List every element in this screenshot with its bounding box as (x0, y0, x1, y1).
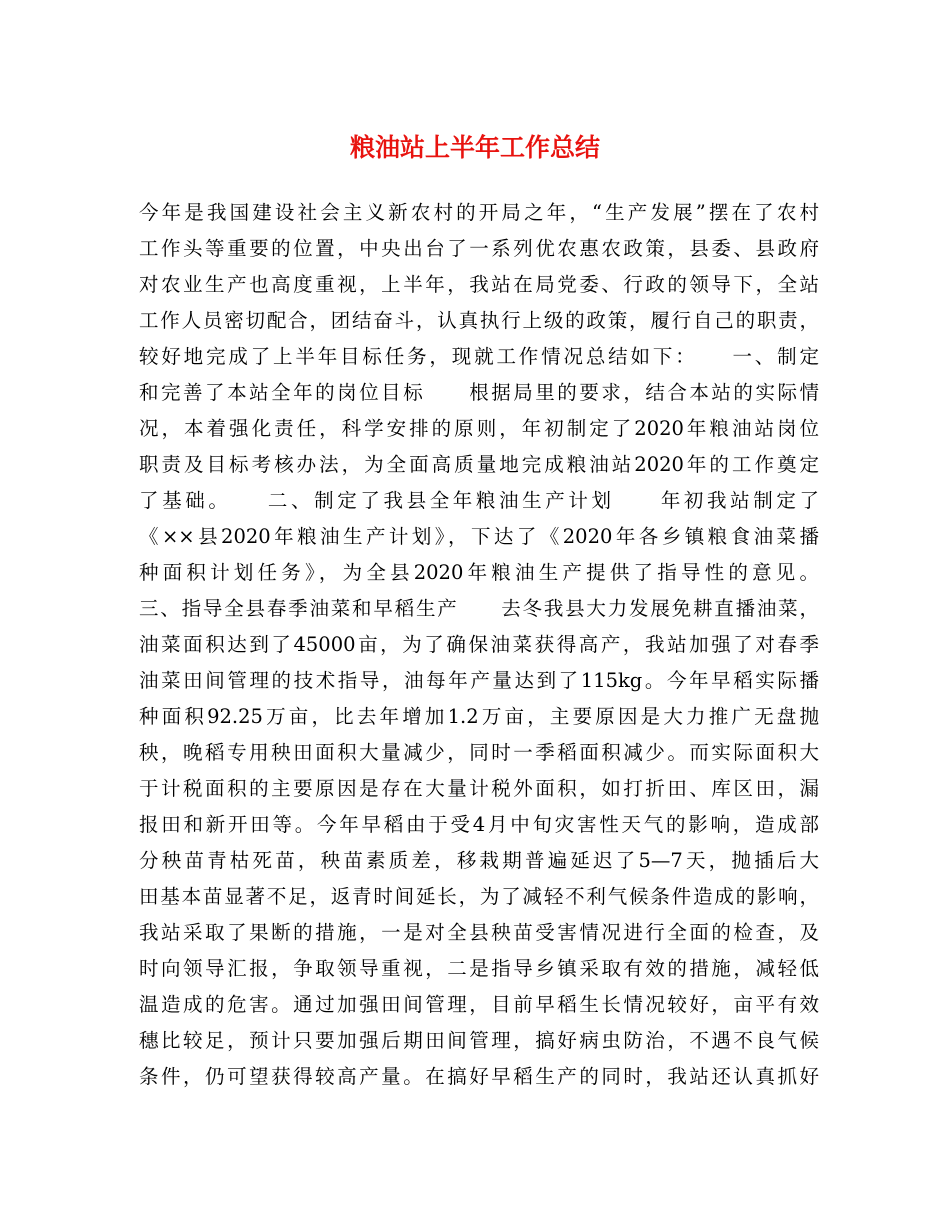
body-line: 工作头等重要的位置，中央出台了一系列优农惠农政策，县委、县政府 (139, 237, 819, 260)
body-line: 报田和新开田等。今年早稻由于受4月中旬灾害性天气的影响，造成部 (139, 813, 819, 836)
body-line: 较好地完成了上半年目标任务，现就工作情况总结如下： 一、制定 (139, 345, 819, 368)
body-line: 穗比较足，预计只要加强后期田间管理，搞好病虫防治，不遇不良气候 (139, 1029, 819, 1052)
body-line: 《××县2020年粮油生产计划》，下达了《2020年各乡镇粮食油菜播 (139, 525, 819, 548)
body-line: 种面积92.25万亩，比去年增加1.2万亩，主要原因是大力推广无盘抛 (139, 705, 819, 728)
body-line: 职责及目标考核办法，为全面高质量地完成粮油站2020年的工作奠定 (139, 453, 819, 476)
body-line: 种面积计划任务》，为全县2020年粮油生产提供了指导性的意见。 (139, 561, 819, 584)
body-line: 和完善了本站全年的岗位目标 根据局里的要求，结合本站的实际情 (139, 381, 819, 404)
body-line: 油菜面积达到了45000亩，为了确保油菜获得高产，我站加强了对春季 (139, 633, 819, 656)
body-line: 条件，仍可望获得较高产量。在搞好早稻生产的同时，我站还认真抓好 (139, 1065, 819, 1088)
body-line: 分秧苗青枯死苗，秧苗素质差，移栽期普遍延迟了5—7天，抛插后大 (139, 849, 819, 872)
document-title: 粮油站上半年工作总结 (349, 133, 600, 162)
body-line: 我站采取了果断的措施，一是对全县秧苗受害情况进行全面的检查，及 (139, 921, 819, 944)
body-line: 况，本着强化责任，科学安排的原则，年初制定了2020年粮油站岗位 (139, 417, 819, 440)
body-line: 三、指导全县春季油菜和早稻生产 去冬我县大力发展免耕直播油菜， (139, 597, 819, 620)
body-line: 了基础。 二、制定了我县全年粮油生产计划 年初我站制定了 (139, 489, 819, 512)
body-line: 于计税面积的主要原因是存在大量计税外面积，如打折田、库区田，漏 (139, 777, 819, 800)
body-line: 温造成的危害。通过加强田间管理，目前早稻生长情况较好，亩平有效 (139, 993, 819, 1016)
body-line: 油菜田间管理的技术指导，油每年产量达到了115kg。今年早稻实际播 (139, 669, 819, 692)
document-body (139, 195, 819, 1095)
body-line: 对农业生产也高度重视，上半年，我站在局党委、行政的领导下，全站 (139, 273, 819, 296)
body-line: 时向领导汇报，争取领导重视，二是指导乡镇采取有效的措施，减轻低 (139, 957, 819, 980)
body-line: 工作人员密切配合，团结奋斗，认真执行上级的政策，履行自己的职责， (139, 309, 819, 332)
body-line: 今年是我国建设社会主义新农村的开局之年，“生产发展”摆在了农村 (139, 201, 819, 224)
body-line: 秧，晚稻专用秧田面积大量减少，同时一季稻面积减少。而实际面积大 (139, 741, 819, 764)
body-line: 田基本苗显著不足，返青时间延长，为了减轻不利气候条件造成的影响， (139, 885, 819, 908)
